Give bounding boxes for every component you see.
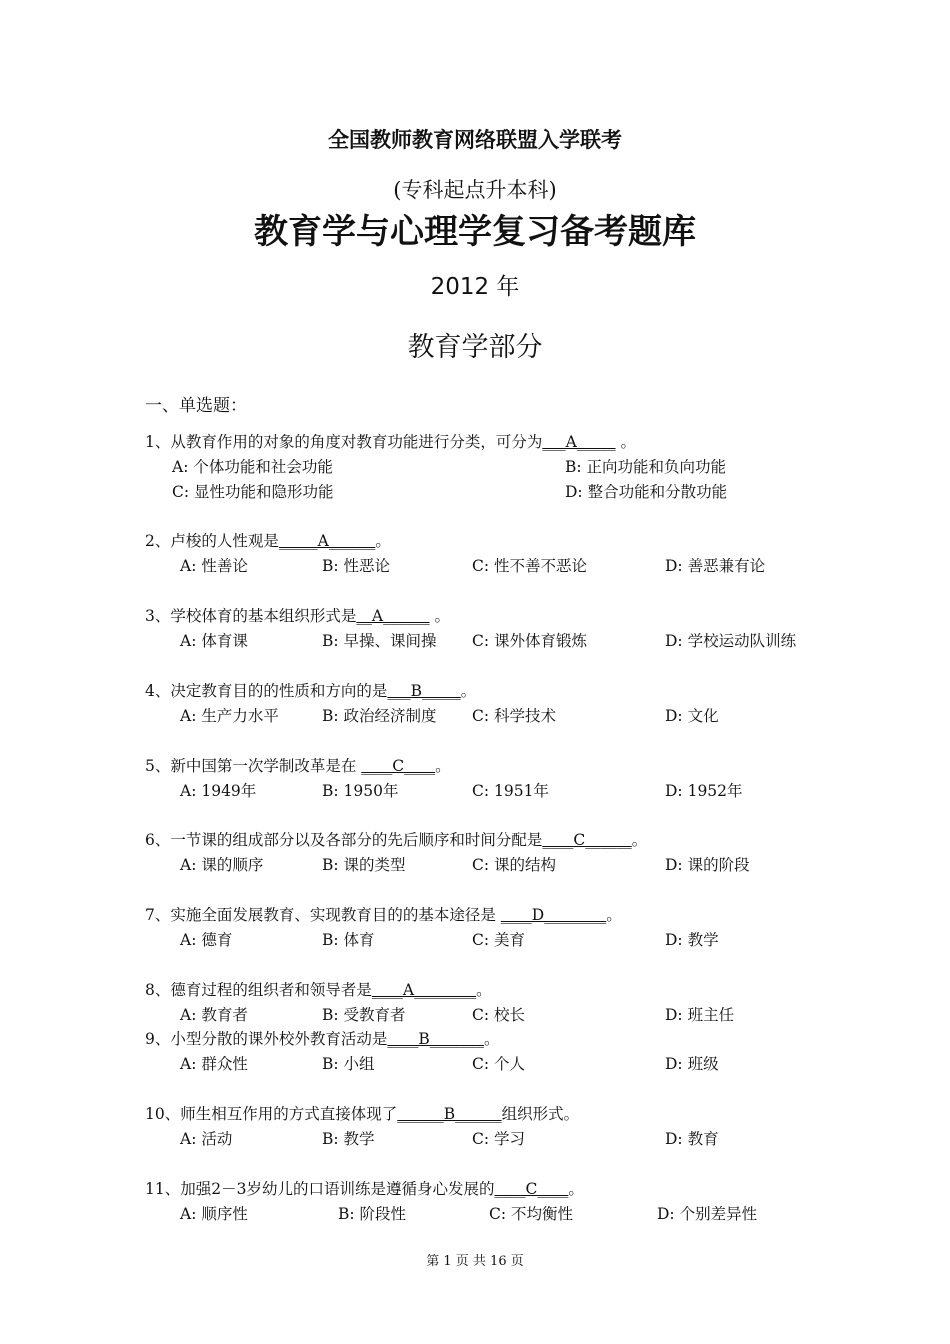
page-footer: 第 1 页 共 16 页 <box>426 1254 524 1269</box>
option-a: A: 性善论 <box>180 557 248 575</box>
answer-blank: _____A______ <box>278 532 376 550</box>
option-d: D: 学校运动队训练 <box>665 632 797 650</box>
question-3: 3、学校体育的基本组织形式是__A______ 。 <box>145 607 451 625</box>
document-year: 2012 年 <box>430 274 520 300</box>
question-8: 8、德育过程的组织者和领导者是____A________。 <box>145 981 492 999</box>
option-a: A: 体育课 <box>180 632 248 650</box>
option-c: C: 课的结构 <box>472 856 557 874</box>
option-c: C: 不均衡性 <box>489 1205 574 1223</box>
answer-blank: ____A________ <box>371 981 477 999</box>
option-a: A: 德育 <box>180 931 233 949</box>
option-c: C: 显性功能和隐形功能 <box>172 483 334 501</box>
question-2: 2、卢梭的人性观是_____A______。 <box>145 532 391 550</box>
option-d: D: 班主任 <box>665 1006 735 1024</box>
option-a: A: 群众性 <box>180 1055 248 1073</box>
option-a: A: 课的顺序 <box>180 856 264 874</box>
option-b: B: 早操、课间操 <box>322 632 437 650</box>
option-b: B: 小组 <box>322 1055 375 1073</box>
option-c: C: 1951年 <box>472 782 549 800</box>
section-heading: 一、单选题： <box>145 396 247 416</box>
option-d: D: 课的阶段 <box>665 856 750 874</box>
option-b: B: 性恶论 <box>322 557 391 575</box>
option-b: B: 1950年 <box>322 782 399 800</box>
document-title: 教育学与心理学复习备考题库 <box>254 212 696 252</box>
question-9: 9、小型分散的课外校外教育活动是____B_______。 <box>145 1030 500 1048</box>
option-c: C: 科学技术 <box>472 707 557 725</box>
option-d: D: 1952年 <box>665 782 743 800</box>
option-a: A: 1949年 <box>180 782 257 800</box>
answer-blank: __A______ <box>356 607 430 625</box>
question-1: 1、从教育作用的对象的角度对教育功能进行分类，可分为___A_____ 。 <box>145 433 637 451</box>
option-d: D: 善恶兼有论 <box>665 557 766 575</box>
option-b: B: 受教育者 <box>322 1006 406 1024</box>
question-4: 4、决定教育目的的性质和方向的是___B_____。 <box>145 682 477 700</box>
option-c: C: 学习 <box>472 1130 526 1148</box>
answer-blank: ______B______ <box>397 1105 502 1123</box>
part-title: 教育学部分 <box>407 332 543 363</box>
answer-blank: ____C____ <box>361 757 436 775</box>
option-c: C: 校长 <box>472 1006 526 1024</box>
question-5: 5、新中国第一次学制改革是在 ____C____。 <box>145 757 451 775</box>
option-a: A: 个体功能和社会功能 <box>172 458 333 476</box>
option-d: D: 班级 <box>665 1055 719 1073</box>
answer-blank: ___A_____ <box>542 433 616 451</box>
option-a: A: 活动 <box>180 1130 233 1148</box>
option-b: B: 教学 <box>322 1130 375 1148</box>
option-c: C: 个人 <box>472 1055 526 1073</box>
option-d: D: 教学 <box>665 931 719 949</box>
option-a: A: 生产力水平 <box>180 707 279 725</box>
answer-blank: ____B_______ <box>387 1030 485 1048</box>
option-d: D: 个别差异性 <box>657 1205 758 1223</box>
option-b: B: 体育 <box>322 931 375 949</box>
question-6: 6、一节课的组成部分以及各部分的先后顺序和时间分配是____C______。 <box>145 831 648 849</box>
option-d: D: 整合功能和分散功能 <box>565 483 728 501</box>
answer-blank: ____D________ <box>500 906 607 924</box>
exam-level: (专科起点升本科) <box>393 178 557 202</box>
answer-blank: ____C______ <box>542 831 632 849</box>
option-b: B: 政治经济制度 <box>322 707 437 725</box>
option-b: B: 阶段性 <box>338 1205 407 1223</box>
question-10: 10、师生相互作用的方式直接体现了______B______组织形式。 <box>145 1105 580 1123</box>
option-b: B: 正向功能和负向功能 <box>565 458 727 476</box>
option-d: D: 文化 <box>665 707 719 725</box>
option-c: C: 性不善不恶论 <box>472 557 588 575</box>
question-11: 11、加强2－3岁幼儿的口语训练是遵循身心发展的____C____。 <box>145 1180 584 1198</box>
option-a: A: 教育者 <box>180 1006 248 1024</box>
option-c: C: 课外体育锻炼 <box>472 632 588 650</box>
answer-blank: ____C____ <box>494 1180 569 1198</box>
option-b: B: 课的类型 <box>322 856 406 874</box>
option-d: D: 教育 <box>665 1130 719 1148</box>
question-7: 7、实施全面发展教育、实现教育目的的基本途径是 ____D________。 <box>145 906 622 924</box>
option-c: C: 美育 <box>472 931 526 949</box>
exam-organizer: 全国教师教育网络联盟入学联考 <box>328 128 622 152</box>
answer-blank: ___B_____ <box>387 682 461 700</box>
option-a: A: 顺序性 <box>180 1205 248 1223</box>
